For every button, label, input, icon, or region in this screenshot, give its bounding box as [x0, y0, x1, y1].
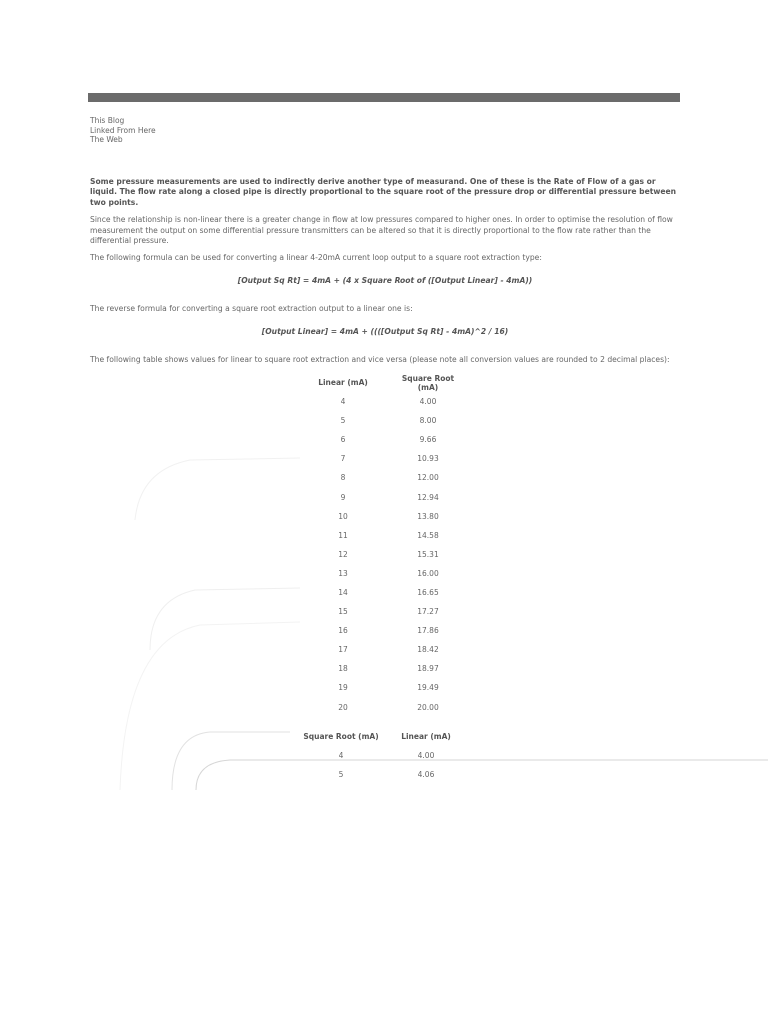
table-cell-input: 9	[340, 492, 346, 502]
table-cell-output: 17.86	[417, 626, 439, 636]
table-row	[305, 564, 475, 583]
table-cell-input: 16	[338, 626, 348, 636]
table-row	[305, 430, 475, 449]
table-cell-output: 8.00	[419, 416, 437, 426]
column-header-square-root: Square Root (mA)	[303, 732, 379, 741]
table-cell-output: 19.49	[417, 683, 439, 693]
table-row	[305, 678, 475, 697]
table-cell-output: 12.00	[417, 473, 439, 483]
formula-sqrt-to-linear: [Output Linear] = 4mA + ((([Output Sq Rt] - 4mA)^2 / 16)	[261, 326, 509, 336]
column-header-square-root: Square Root (mA)	[401, 373, 455, 392]
table-cell-output: 12.94	[417, 492, 439, 502]
table-cell-input: 14	[338, 587, 348, 597]
table-cell-input: 20	[338, 702, 348, 712]
table-cell-output: 4.00	[417, 751, 435, 761]
table-row	[293, 765, 463, 784]
table-cell-input: 10	[338, 511, 348, 521]
table-cell-input: 15	[338, 607, 348, 617]
search-option-this-blog[interactable]: This Blog	[90, 116, 125, 125]
table-cell-input: 18	[338, 664, 348, 674]
formula-linear-to-sqrt: [Output Sq Rt] = 4mA + (4 x Square Root of ([Output Linear] - 4mA))	[237, 275, 533, 285]
table-cell-output: 16.00	[417, 568, 439, 578]
table-cell-input: 7	[340, 454, 346, 464]
table-row	[305, 698, 475, 717]
article-paragraph-reverse-intro: The reverse formula for converting a square root extraction output to a linear one is:	[90, 304, 413, 314]
table-cell-input: 4	[340, 397, 346, 407]
table-linear-to-sqrt	[305, 373, 475, 717]
table-row	[305, 602, 475, 621]
table-cell-input: 5	[338, 770, 344, 780]
table-cell-input: 13	[338, 568, 348, 578]
header-bar	[88, 93, 680, 102]
table-row	[305, 411, 475, 430]
search-option-the-web[interactable]: The Web	[90, 135, 123, 144]
table-cell-output: 15.31	[417, 549, 439, 559]
table-cell-output: 4.06	[417, 770, 435, 780]
table-cell-input: 12	[338, 549, 348, 559]
search-option-linked-from-here[interactable]: Linked From Here	[90, 125, 156, 135]
table-cell-output: 16.65	[417, 587, 439, 597]
table-row	[305, 468, 475, 487]
table-row	[305, 392, 475, 411]
table-row	[305, 545, 475, 564]
table-row	[305, 621, 475, 640]
article-body	[90, 177, 680, 372]
table-row	[305, 640, 475, 659]
table-header-row	[305, 373, 475, 392]
table-cell-output: 18.42	[417, 645, 439, 655]
table-cell-input: 6	[340, 435, 346, 445]
table-header-row	[293, 727, 463, 746]
table-sqrt-to-linear	[293, 727, 463, 784]
table-row	[293, 746, 463, 765]
column-header-linear: Linear (mA)	[401, 732, 451, 741]
article-paragraph-formula-intro: The following formula can be used for converting a linear 4-20mA current loop output to a square root extraction type:	[90, 253, 542, 263]
table-row	[305, 487, 475, 506]
article-intro: Some pressure measurements are used to indirectly derive another type of measurand. One of these is the Rate of Flow of a gas or liquid. The flow rate along a closed pipe is directly proportional to the square root of the pressure drop or differential pressure between two points.	[90, 177, 677, 207]
table-cell-input: 8	[340, 473, 346, 483]
page-cutoff	[0, 789, 768, 1024]
search-scope-options	[90, 116, 156, 145]
table-row	[305, 507, 475, 526]
table-cell-output: 13.80	[417, 511, 439, 521]
table-row	[305, 583, 475, 602]
table-row	[305, 449, 475, 468]
article-paragraph-nonlinear: Since the relationship is non-linear there is a greater change in flow at low pressures compared to higher ones. In order to optimise the resolution of flow measurement the output on some differential pressure transmitters can be altered so that it is directly proportional to the flow rate rather than the differential pressure.	[90, 215, 673, 246]
table-cell-input: 17	[338, 645, 348, 655]
table-row	[305, 526, 475, 545]
table-cell-input: 11	[338, 530, 348, 540]
column-header-linear: Linear (mA)	[318, 378, 368, 387]
table-cell-input: 4	[338, 751, 344, 761]
table-cell-output: 4.00	[419, 397, 437, 407]
table-row	[305, 659, 475, 678]
table-cell-input: 19	[338, 683, 348, 693]
table-cell-output: 18.97	[417, 664, 439, 674]
table-cell-input: 5	[340, 416, 346, 426]
table-cell-output: 17.27	[417, 607, 439, 617]
table-cell-output: 10.93	[417, 454, 439, 464]
table-cell-output: 20.00	[417, 702, 439, 712]
article-paragraph-table-intro: The following table shows values for linear to square root extraction and vice versa (please note all conversion values are rounded to 2 decimal places):	[90, 355, 670, 365]
table-cell-output: 9.66	[419, 435, 437, 445]
table-cell-output: 14.58	[417, 530, 439, 540]
